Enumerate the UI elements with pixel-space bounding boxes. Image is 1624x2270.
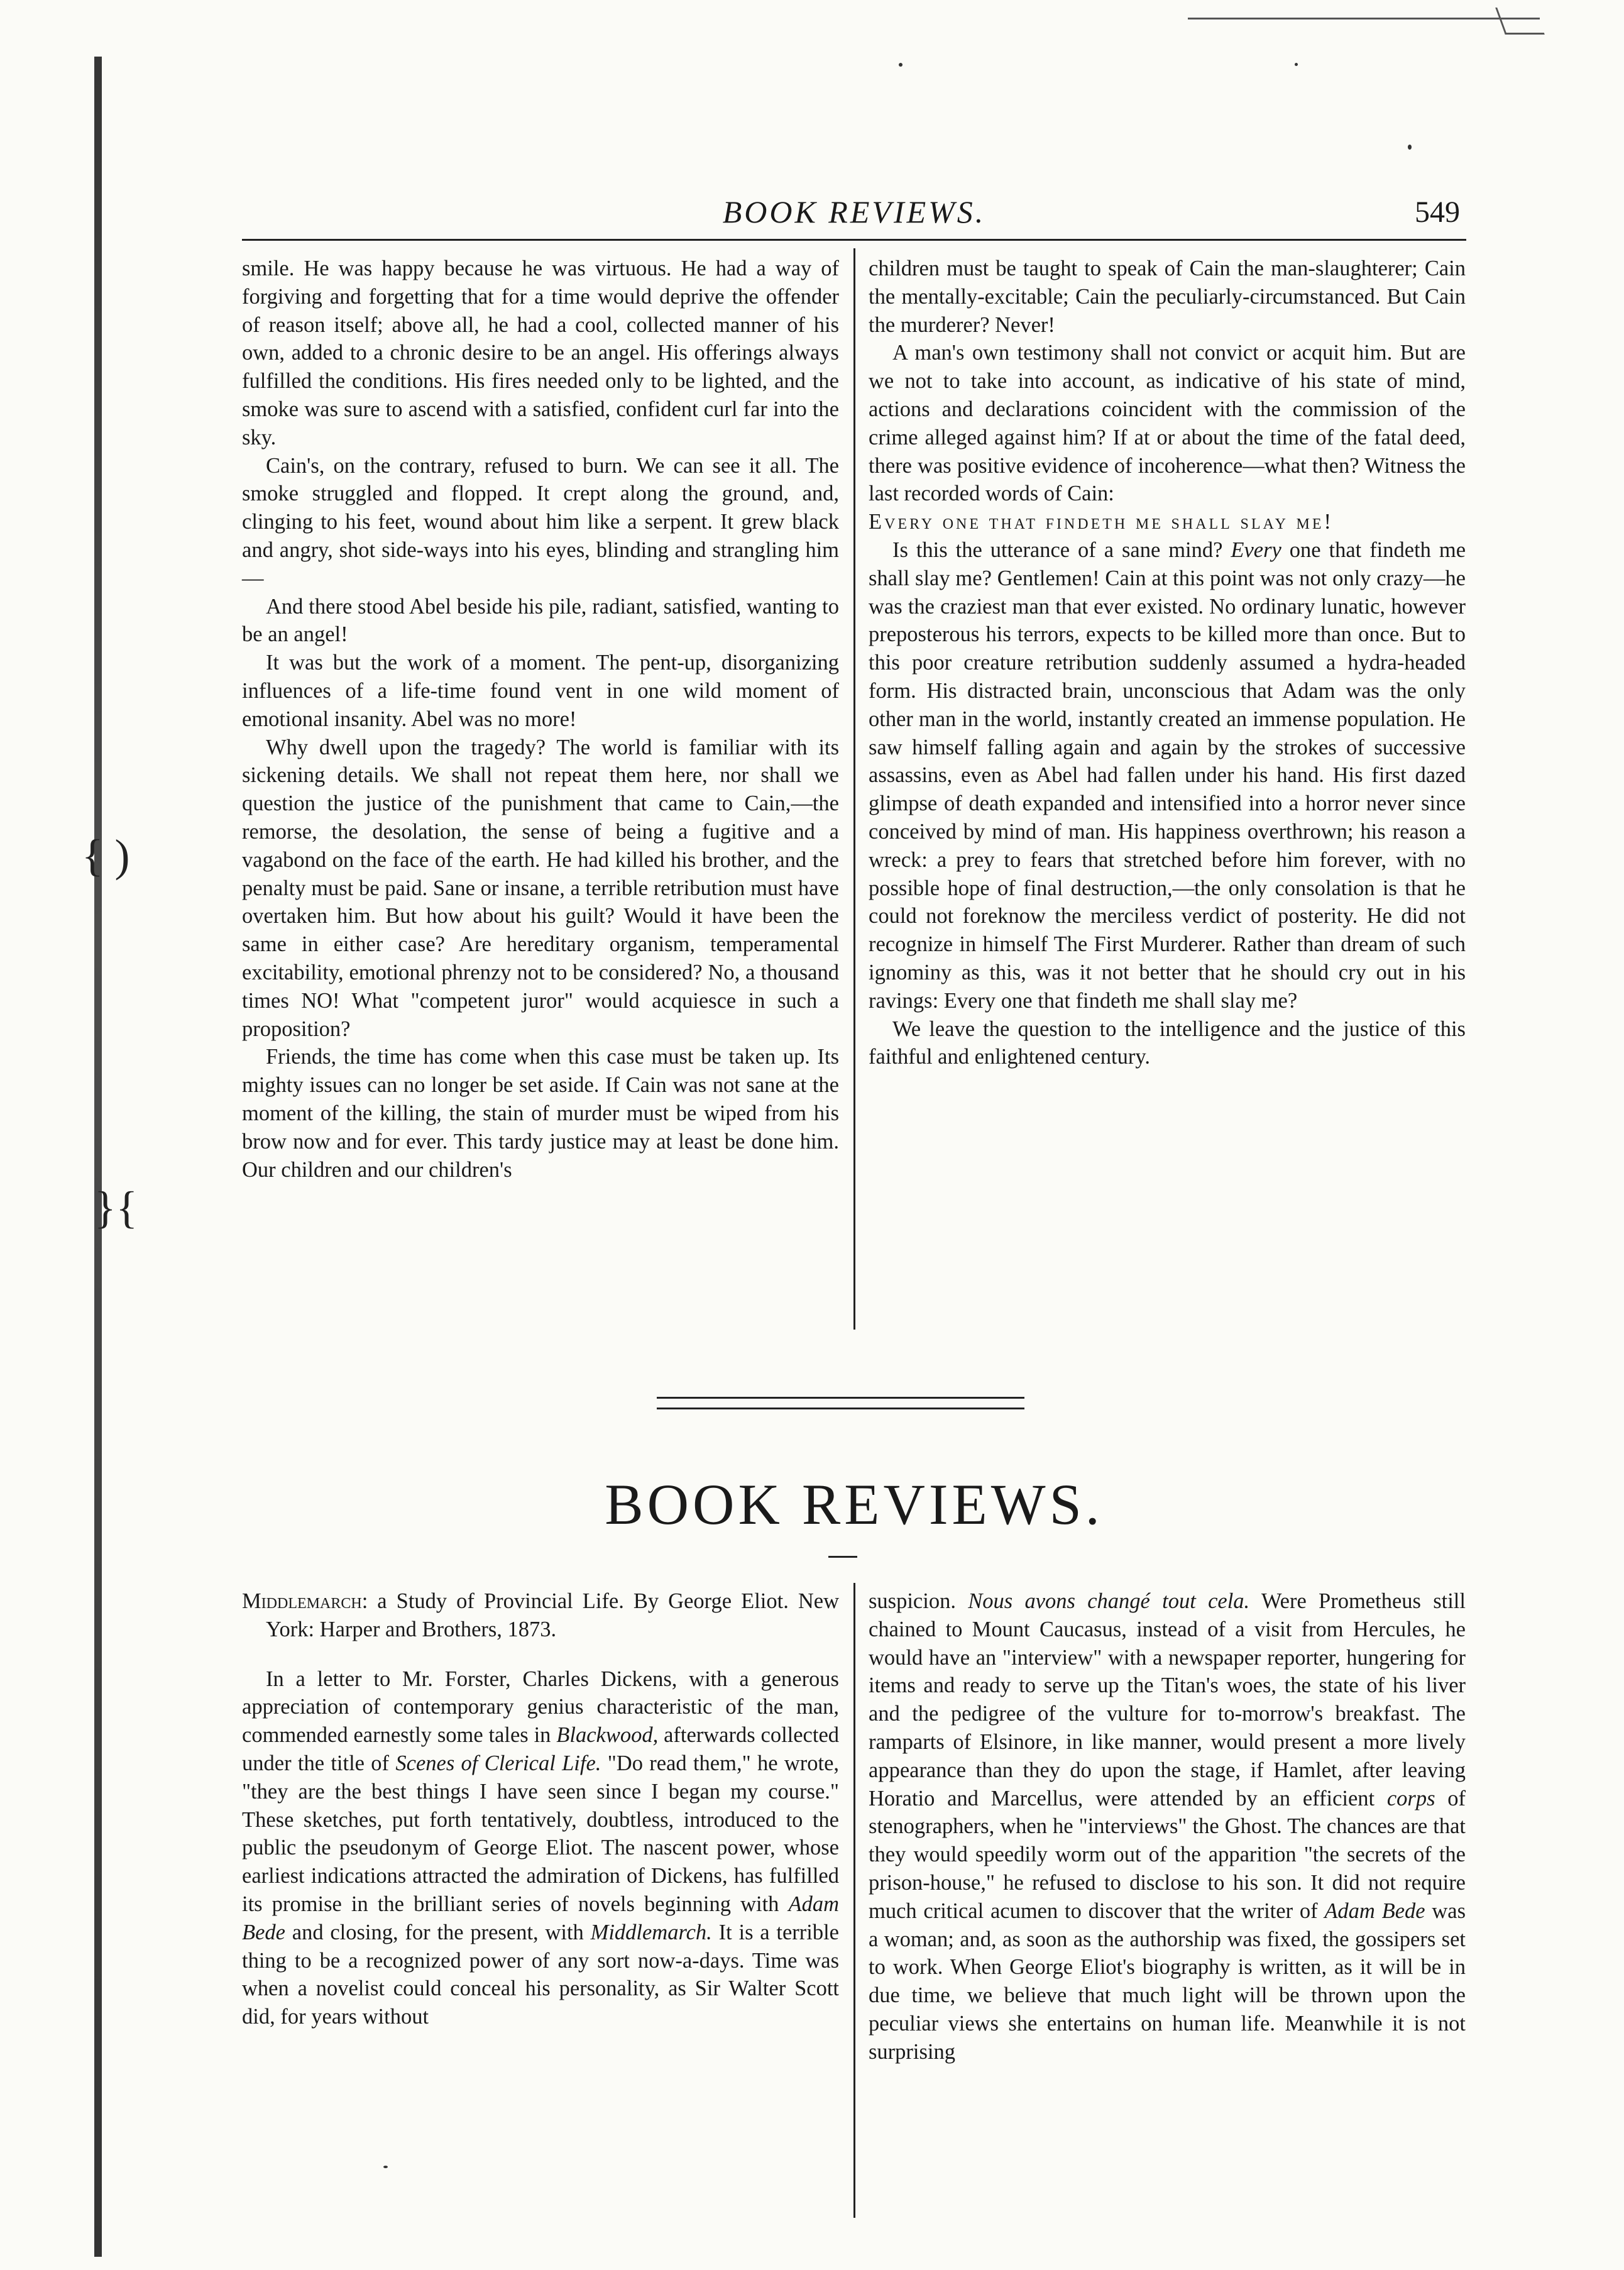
- text-run: Were Prometheus still chained to Mount Caucasus, instead of a visit from Hercules, he would have an "interview" with a newspaper reporter, hungering for items and ready to serve up the Titan's woes, the state of his liver and the pedigree of the vulture for to-morrow's breakfast. The ramparts of Elsinore, in like manner, would present a more lively appearance than they do upon the stage, if Hamlet, after leaving Horatio and Marcellus, were attended by an efficient: [869, 1589, 1466, 1810]
- paragraph: Why dwell upon the tragedy? The world is familiar with its sickening details. We shall not repeat them here, nor shall we question the justice of the punishment that came to Cain,—the remorse, the desolation, the sense of being a fugitive and a vagabond on the face of the earth. He had killed his brother, and the penalty must be paid. Sane or insane, a terrible retribution must have overtaken him. But how about his guilt? Would it have been the same in either case? Are hereditary organism, temperamental excitability, emotional phrenzy not to be considered? No, a thousand times NO! What "competent juror" would acquiesce in such a proposition?: [242, 735, 839, 1041]
- text-run: was a woman; and, as soon as the authorship was fixed, the gossipers set to work. When George Eliot's biography is written, as it will be in due time, we believe that much light will be thrown upon the peculiar views she entertains on human life. Meanwhile it is not surprising: [869, 1898, 1466, 2064]
- title-rule: [828, 1556, 857, 1558]
- scan-speck: [1408, 145, 1412, 150]
- paragraph: It was but the work of a moment. The pent-up, disorganizing influences of a life-time found vent in one wild moment of emotional insanity. Abel was no more!: [242, 651, 839, 731]
- emphasis: Middlemarch.: [590, 1920, 712, 1944]
- column-divider: [853, 248, 855, 1330]
- text-run: "Do read them," he wrote, "they are the best things I have seen since I began my course." These sketches, put forth tentatively, doubtless, introduced to the public the pseudonym of George Eliot. The nascent power, whose earliest indications attracted the admiration of Dickens, has fulfilled its promise in the brilliant series of novels beginning with: [242, 1751, 840, 1916]
- section-title: BOOK REVIEWS.: [605, 1472, 1104, 1536]
- emphasis: Every: [1231, 537, 1281, 562]
- text-run: suspicion.: [869, 1589, 956, 1613]
- emphasis: Nous avons changé tout cela.: [968, 1589, 1250, 1613]
- emphasis: Adam Bede: [242, 1892, 840, 1944]
- paragraph: Cain's, on the contrary, refused to burn. We can see it all. The smoke struggled and flopped. It crept along the ground, and, clinging to his feet, wound about him like a serpent. It grew black and angry, shot side-ways into his eyes, blinding and strangling him—: [242, 453, 839, 590]
- paragraph: [869, 1587, 1466, 2066]
- paragraph: [242, 1665, 839, 2031]
- book-title: Middlemarch: [242, 1589, 362, 1613]
- paragraph: smile. He was happy because he was virtuous. He had a way of forgiving and forgetting that for a time would deprive the offender of reason itself; above all, he had a cool, collected manner of his own, added to a chronic desire to be an angel. His offerings always fulfilled the conditions. His fires needed only to be lighted, and the smoke was sure to ascend with a satisfied, confident curl far into the sky.: [242, 256, 839, 449]
- scan-speck: [383, 2166, 388, 2168]
- article-column-right: [869, 255, 1466, 1071]
- emphasis: corps: [1386, 1786, 1435, 1810]
- paragraph: A man's own testimony shall not convict or acquit him. But are we not to take into account, as indicative of his state of mind, actions and declarations coincident with the commission of the crime alleged against him? If at or about the time of the fatal deed, there was positive evidence of incoherence—what then? Witness the last recorded words of Cain:: [869, 341, 1466, 506]
- scan-speck: [1295, 63, 1298, 66]
- paragraph: children must be taught to speak of Cain the man-slaughterer; Cain the mentally-excitable; Cain the peculiarly-circumstanced. But Cain the murderer? Never!: [869, 256, 1466, 337]
- paragraph: And there stood Abel beside his pile, radiant, satisfied, wanting to be an angel!: [242, 594, 839, 647]
- page-number: 549: [1415, 196, 1460, 229]
- margin-bracket-mark: }{: [94, 1182, 138, 1233]
- article-column-left: [242, 255, 839, 1184]
- text-run: In a letter to Mr. Forster, Charles Dickens, with a generous appreciation of contemporary genius characteristic of the man, commended earnestly some tales in: [242, 1667, 839, 1748]
- text-run: Is this the utterance of a sane mind?: [892, 537, 1223, 562]
- text-run: one that findeth me shall slay me? Gentlemen! Cain at this point was not only crazy—he was the craziest man that ever existed. No ordinary lunatic, however preposterous his terrors, expects to be killed more than once. But to this poor creature retribution suddenly assumed a hydra-headed form. His distracted brain, unconscious that Adam was the only other man in the world, instantly created an immense population. He saw himself falling again and again by the strokes of successive assassins, even as Abel had fallen under his hand. His first dazed glimpse of death expanded and intensified into a horror never since conceived by mind of man. His happiness overthrown; his reason a wreck: a prey to fears that stretched before him forever, with no possible hope of final destruction,—the only consolation is that he could not foreknow the merciless verdict of posterity. He did not recognize in himself The First Murderer. Rather than dream of such ignominy as this, was it not better that he should cry out in his ravings: Every one that findeth me shall slay me?: [869, 537, 1466, 1013]
- section-separator: [657, 1397, 1024, 1409]
- paragraph: Friends, the time has come when this case must be taken up. Its mighty issues can no longer be set aside. If Cain was not sane at the moment of the killing, the stain of murder must be wiped from his brow now and for ever. This tardy justice may at least be done him. Our children and our children's: [242, 1045, 839, 1182]
- paragraph: We leave the question to the intelligence and the justice of this faithful and enlightened century.: [869, 1017, 1466, 1069]
- citation-details: : a Study of Provincial Life. By George Eliot. New York: Harper and Brothers, 1873.: [266, 1589, 839, 1641]
- emphasis: Blackwood,: [556, 1723, 659, 1748]
- review-column-right: [869, 1587, 1466, 2066]
- binding-spine: [94, 57, 102, 2257]
- text-run: and closing, for the present, with: [292, 1920, 584, 1944]
- emphasis: Scenes of Clerical Life.: [395, 1751, 601, 1775]
- text-run: It is a terrible thing to be a recognized power of any sort now-a-days. Time was when a novelist could conceal his personality, as Sir Walter Scott did, for years without: [242, 1920, 839, 2029]
- margin-bracket-mark: { ): [82, 830, 130, 881]
- corner-scan-mark: [1188, 5, 1540, 19]
- column-divider: [853, 1583, 855, 2218]
- emphasis: Adam Bede: [1324, 1898, 1425, 1923]
- paragraph: [869, 536, 1466, 1015]
- text-run: afterwards collected under the title of: [242, 1723, 840, 1775]
- review-citation: [242, 1587, 839, 1644]
- scan-speck: [899, 63, 903, 67]
- review-column-left: [242, 1587, 839, 2031]
- running-title: BOOK REVIEWS.: [722, 194, 986, 229]
- quotation: Every one that findeth me shall slay me!: [869, 510, 1334, 534]
- running-header: [242, 189, 1466, 241]
- text-run: of stenographers, when he "interviews" the Ghost. The chances are that they would speedily worm out of the apparition "the secrets of the prison-house," he refused to disclose to his son. It did not require much critical acumen to discover that the writer of: [869, 1786, 1466, 1923]
